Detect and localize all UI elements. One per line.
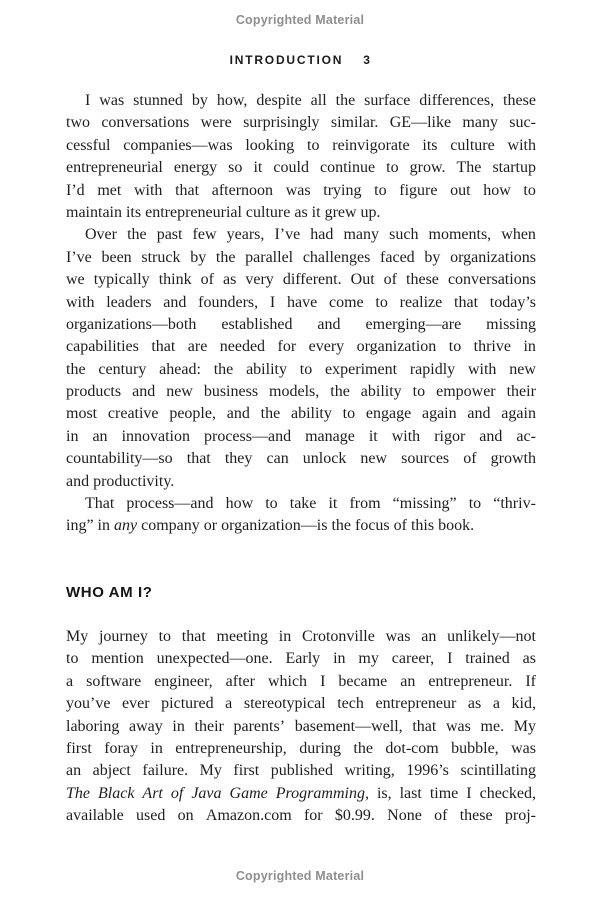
paragraph [66,495,536,540]
section-heading: WHO AM I? [66,584,153,601]
text-line: in an innovation process—and manage it with rigor and ac- [66,427,536,445]
text-line: ing” in any company or organization—is the focus of this book. [66,517,475,535]
text-line: first foray in entrepreneurship, during the dot-com bubble, was [66,739,536,757]
body-text-block-2 [66,628,536,830]
text-line: maintain its entrepreneurial culture as it grew up. [66,203,381,221]
text-line: My journey to that meeting in Crotonville was an unlikely—not [66,628,536,645]
text-line: countability—so that they can unlock new sources of growth [66,450,536,468]
text-line: That process—and how to take it from “missing” to “thriv- [85,495,536,513]
text-line: capabilities that are needed for every organization to thrive in [66,338,536,356]
paragraph [66,92,536,226]
text-line: The Black Art of Java Game Programming, is, last time I checked, [66,784,536,802]
text-line: we typically think of as very different. Out of these conversations [66,271,536,289]
running-head [0,53,600,67]
text-line: the century ahead: the ability to experiment rapidly with new [66,360,536,378]
paragraph [66,226,536,495]
text-line: organizations—both established and emerging—are missing [66,315,536,333]
text-line: available used on Amazon.com for $0.99. None of these proj- [66,807,536,825]
text-line: products and new business models, the ability to empower their [66,383,536,401]
text-line: cessful companies—was looking to reinvigorate its culture with [66,136,536,154]
text-line: I’ve been struck by the parallel challenges faced by organizations [66,248,536,266]
copyright-banner-bottom: Copyrighted Material [235,869,365,883]
copyright-banner-top: Copyrighted Material [235,13,365,27]
paragraph [66,628,536,830]
text-line: I was stunned by how, despite all the surface differences, these [85,92,536,109]
text-line: entrepreneurial energy so it could continue to grow. The startup [66,159,536,177]
text-line: most creative people, and the ability to engage again and again [66,405,536,423]
text-line: an abject failure. My first published writing, 1996’s scintillating [66,762,536,780]
text-line: laboring away in their parents’ basement—well, that was me. My [66,717,536,735]
page-number: 3 [363,53,371,67]
text-line: with leaders and founders, I have come to realize that today’s [66,293,536,311]
text-line: two conversations were surprisingly similar. GE—like many suc- [66,114,536,132]
chapter-title: INTRODUCTION [229,53,344,67]
body-text-block-1 [66,92,536,540]
text-line: you’ve ever pictured a stereotypical tech entrepreneur as a kid, [66,695,536,713]
text-line: to mention unexpected—one. Early in my career, I trained as [66,650,536,668]
text-line: Over the past few years, I’ve had many such moments, when [85,226,536,244]
text-line: I’d met with that afternoon was trying to figure out how to [66,181,536,199]
text-line: a software engineer, after which I became an entrepreneur. If [66,672,536,690]
text-line: and productivity. [66,472,175,490]
